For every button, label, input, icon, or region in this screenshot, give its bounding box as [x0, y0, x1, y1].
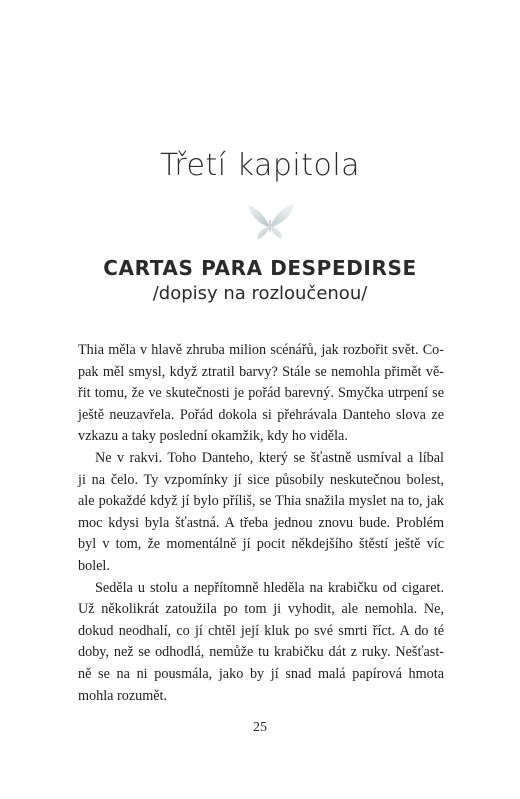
text-line: pak měl smysl, když ztratil barvy? Stále se nemohla přimět vě-: [78, 363, 444, 380]
text-line: dokud neodhalí, co jí chtěl její kluk po své smrti říct. A do té: [78, 622, 444, 639]
text-line: Thia měla v hlavě zhruba milion scénářů, jak rozbořit svět. Co-: [78, 342, 444, 358]
page-number: 25: [253, 720, 267, 735]
subtitle-translation: /dopisy na rozloučenou/: [152, 283, 368, 304]
text-line: vzkazu a taky poslední okamžik, kdy ho viděla.: [78, 428, 348, 445]
chapter-body: [78, 340, 444, 707]
text-line: Seděla u stolu a nepřítomně hleděla na krabičku od cigaret.: [95, 579, 444, 596]
paragraph: [78, 448, 444, 578]
chapter-subtitle: CARTAS PARA DESPEDIRSE: [103, 256, 417, 280]
text-line: doby, než se odhodlá, nemůže tu krabičku dát z ruky. Nešťast-: [78, 644, 444, 661]
chapter-title: Třetí kapitola: [159, 148, 361, 183]
text-line: ji na čelo. Ty vzpomínky jí sice působily neskutečnou bolest,: [78, 471, 444, 488]
text-line: ještě neuzavřela. Pořád dokola si přehrávala Danteho slova ze: [78, 406, 444, 423]
text-line: byl v tom, že momentálně jí pocit někdejšího štěstí ještě víc: [78, 536, 444, 553]
text-line: moc kdysi byla šťastná. A třeba jednou znovu bude. Problém: [78, 514, 444, 531]
text-line: bolel.: [78, 557, 110, 574]
paragraph: [78, 340, 444, 448]
text-line: Už několikrát zatoužila po tom ji vyhodit, ale nemohla. Ne,: [78, 601, 444, 618]
text-line: ně se na ni pousmála, jako by jí snad malá papírová hmota: [78, 665, 444, 682]
text-line: mohla rozumět.: [78, 687, 168, 704]
butterfly-icon: [248, 205, 294, 241]
paragraph: [78, 578, 444, 708]
text-line: Ne v rakvi. Toho Danteho, který se šťastně usmíval a líbal: [95, 449, 444, 466]
text-line: ale pokaždé když jí bylo příliš, se Thia snažila myslet na to, jak: [78, 493, 444, 510]
text-line: řit tomu, že ve skutečnosti je pořád barevný. Smyčka utrpení se: [78, 385, 444, 402]
